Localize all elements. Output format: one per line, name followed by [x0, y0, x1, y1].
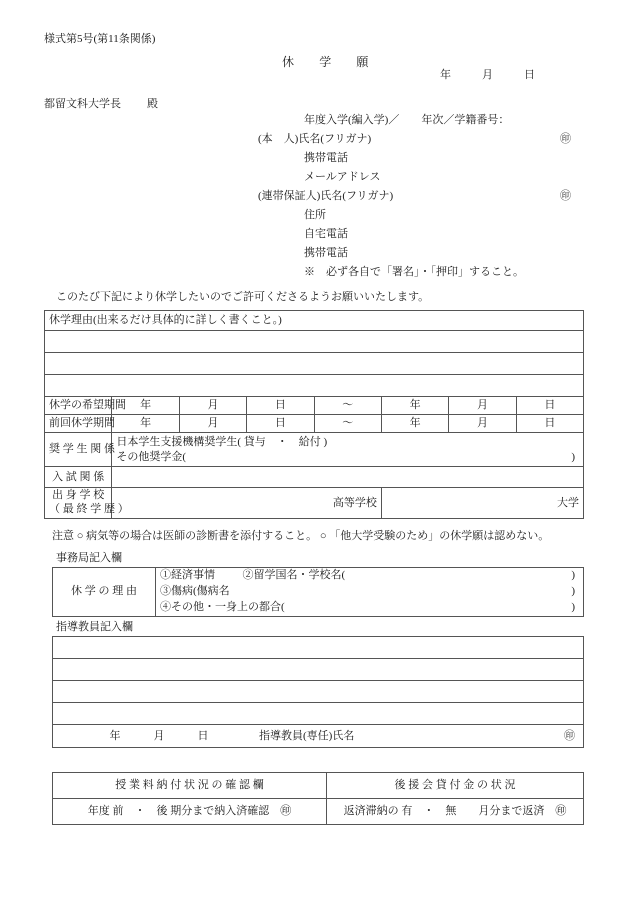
table-row-previous-period — [45, 415, 584, 433]
advisor-seal-icon: ㊞ — [564, 728, 575, 742]
scholarship-line-1: 日本学生支援機構奨学生( 貸与 ・ 給付 ) — [116, 435, 328, 448]
request-sentence: このたび下記により休学したいのでご許可くださるようお願いいたします。 — [56, 291, 430, 303]
payment-body-right[interactable]: 返済滞納の 有 ・ 無 月分まで返済 ㊞ — [327, 799, 584, 825]
reason-write-line-3[interactable] — [45, 375, 584, 397]
guarantor-address-row — [258, 208, 524, 227]
desired-period-day-from[interactable]: 日 — [247, 397, 314, 415]
guarantor-mobile-label: 携帯電話 — [304, 247, 348, 259]
office-reason-3-paren: ) — [571, 584, 575, 597]
guarantor-name-row — [258, 189, 571, 208]
label-entrance-exam: 入 試 関 係 — [45, 467, 112, 488]
desired-period-year-from[interactable]: 年 — [112, 397, 179, 415]
scholarship-paren-close: ) — [571, 450, 575, 463]
payment-header-left: 授 業 料 納 付 状 況 の 確 認 欄 — [53, 773, 327, 799]
header-date-day: 日 — [524, 69, 535, 81]
applicant-enrollment-row — [258, 113, 524, 132]
main-form-table — [44, 310, 584, 519]
header-date-month: 月 — [482, 69, 493, 81]
advisor-write-line-3[interactable] — [53, 681, 584, 703]
reason-header-cell: 休学理由(出来るだけ具体的に詳しく書くこと。) — [45, 311, 584, 331]
office-section-heading: 事務局記入欄 — [56, 552, 122, 564]
guarantor-seal-icon: ㊞ — [560, 189, 571, 202]
school-high-cell[interactable]: 高等学校 — [112, 488, 382, 519]
school-univ-cell[interactable]: 大学 — [381, 488, 583, 519]
desired-period-year-to[interactable]: 年 — [381, 397, 448, 415]
label-school-line2: （ 最 終 学 歴 ） — [49, 503, 129, 515]
advisor-section-heading: 指導教員記入欄 — [56, 621, 133, 633]
table-row-advisor-line-2 — [53, 659, 584, 681]
scholarship-other-label: その他奨学金( — [116, 450, 187, 463]
label-school-line1: 出 身 学 校 — [52, 489, 105, 502]
table-row-school — [45, 488, 584, 519]
previous-period-year-from[interactable]: 年 — [112, 415, 179, 433]
signature-note: ※ 必ず各自で「署名」・「押印」すること。 — [304, 266, 524, 278]
advisor-write-line-4[interactable] — [53, 703, 584, 725]
scholarship-line-2 — [116, 450, 579, 465]
office-reason-4-paren: ) — [571, 600, 575, 613]
guarantor-home-phone-row — [258, 227, 524, 246]
advisor-sign-year: 年 — [109, 729, 121, 742]
advisor-write-line-1[interactable] — [53, 637, 584, 659]
table-row-advisor-line-1 — [53, 637, 584, 659]
advisor-sign-day: 日 — [197, 729, 209, 742]
applicant-email-row — [258, 170, 524, 189]
table-row-advisor-line-3 — [53, 681, 584, 703]
advisor-write-line-2[interactable] — [53, 659, 584, 681]
office-reason-row-1 — [160, 568, 579, 584]
table-row-payment-values — [53, 799, 584, 825]
addressee-line — [44, 97, 158, 112]
signature-note-row — [258, 265, 524, 284]
table-row-payment-headers — [53, 773, 584, 799]
advisor-signature-inner — [57, 729, 579, 744]
payment-body-left[interactable]: 年度 前 ・ 後 期分まで納入済確認 ㊞ — [53, 799, 327, 825]
entrance-exam-cell[interactable] — [112, 467, 584, 488]
notice-text: 注意 ○ 病気等の場合は医師の診断書を添付すること。 ○ 「他大学受験のため」の休学願は認めない。 — [52, 530, 550, 542]
table-row-reason-blank-2 — [45, 353, 584, 375]
payment-status-table — [52, 772, 584, 825]
label-school — [45, 488, 129, 519]
advisor-sign-name-label: 指導教員(専任)氏名 — [259, 729, 355, 742]
header-date-line — [440, 68, 566, 83]
advisor-sign-month: 月 — [153, 729, 165, 742]
payment-header-right: 後 援 会 貸 付 金 の 状 況 — [327, 773, 584, 799]
guarantor-address-label: 住所 — [304, 209, 326, 221]
table-row-advisor-line-4 — [53, 703, 584, 725]
office-reason-table — [52, 567, 584, 617]
label-desired-period: 休学の希望期間 — [45, 397, 112, 415]
label-scholarship: 奨 学 生 関 係 — [45, 433, 112, 467]
table-row-scholarship — [45, 433, 584, 467]
previous-period-day-to[interactable]: 日 — [516, 415, 583, 433]
applicant-enrollment-label: 年度入学(編入学)／ 年次／学籍番号： — [304, 114, 510, 126]
table-row-entrance-exam — [45, 467, 584, 488]
table-row-reason-header — [45, 311, 584, 331]
period-range-separator: 〜 — [314, 397, 381, 415]
table-row-reason-blank-3 — [45, 375, 584, 397]
applicant-block — [258, 113, 571, 284]
guarantor-home-phone-label: 自宅電話 — [304, 228, 348, 240]
office-reason-row-2 — [160, 584, 579, 600]
applicant-email-label: メールアドレス — [304, 171, 381, 183]
office-reason-3[interactable]: ③傷病(傷病名 — [160, 584, 230, 597]
previous-period-range-separator: 〜 — [314, 415, 381, 433]
office-reason-1[interactable]: ①経済事情 — [160, 569, 215, 581]
advisor-comment-table — [52, 636, 584, 748]
scholarship-cell[interactable] — [112, 433, 584, 467]
reason-write-line-2[interactable] — [45, 353, 584, 375]
previous-period-day-from[interactable]: 日 — [247, 415, 314, 433]
applicant-seal-icon: ㊞ — [560, 132, 571, 145]
table-row-reason-blank-1 — [45, 331, 584, 353]
addressee-honorific: 殿 — [147, 98, 158, 110]
table-row-office-reason — [53, 568, 584, 617]
reason-write-line-1[interactable] — [45, 331, 584, 353]
label-office-reason: 休 学 の 理 由 — [53, 568, 156, 617]
desired-period-month-from[interactable]: 月 — [179, 397, 246, 415]
guarantor-mobile-row — [258, 246, 524, 265]
advisor-signature-cell[interactable] — [53, 725, 584, 748]
applicant-name-row — [258, 132, 571, 151]
previous-period-month-from[interactable]: 月 — [179, 415, 246, 433]
office-reason-row-3 — [160, 600, 579, 616]
office-reason-2[interactable]: ②留学国名・学校名( — [242, 569, 346, 581]
table-row-advisor-signature — [53, 725, 584, 748]
label-previous-period: 前回休学期間 — [45, 415, 112, 433]
previous-period-month-to[interactable]: 月 — [449, 415, 516, 433]
applicant-mobile-label: 携帯電話 — [304, 152, 348, 164]
applicant-mobile-row — [258, 151, 524, 170]
desired-period-day-to[interactable]: 日 — [516, 397, 583, 415]
office-reason-4[interactable]: ④その他・一身上の都合( — [160, 600, 285, 613]
document-title: 休 学 願 — [282, 55, 376, 69]
addressee-name: 都留文科大学長 — [44, 98, 121, 110]
office-reason-2-paren: ) — [571, 569, 575, 581]
previous-period-year-to[interactable]: 年 — [381, 415, 448, 433]
table-row-desired-period — [45, 397, 584, 415]
form-number: 様式第5号(第11条関係) — [44, 33, 156, 45]
desired-period-month-to[interactable]: 月 — [449, 397, 516, 415]
applicant-name-label: (本 人)氏名(フリガナ) — [258, 133, 372, 145]
header-date-year: 年 — [440, 69, 451, 81]
guarantor-name-label: (連帯保証人)氏名(フリガナ) — [258, 190, 394, 202]
office-reason-options[interactable] — [156, 568, 584, 617]
